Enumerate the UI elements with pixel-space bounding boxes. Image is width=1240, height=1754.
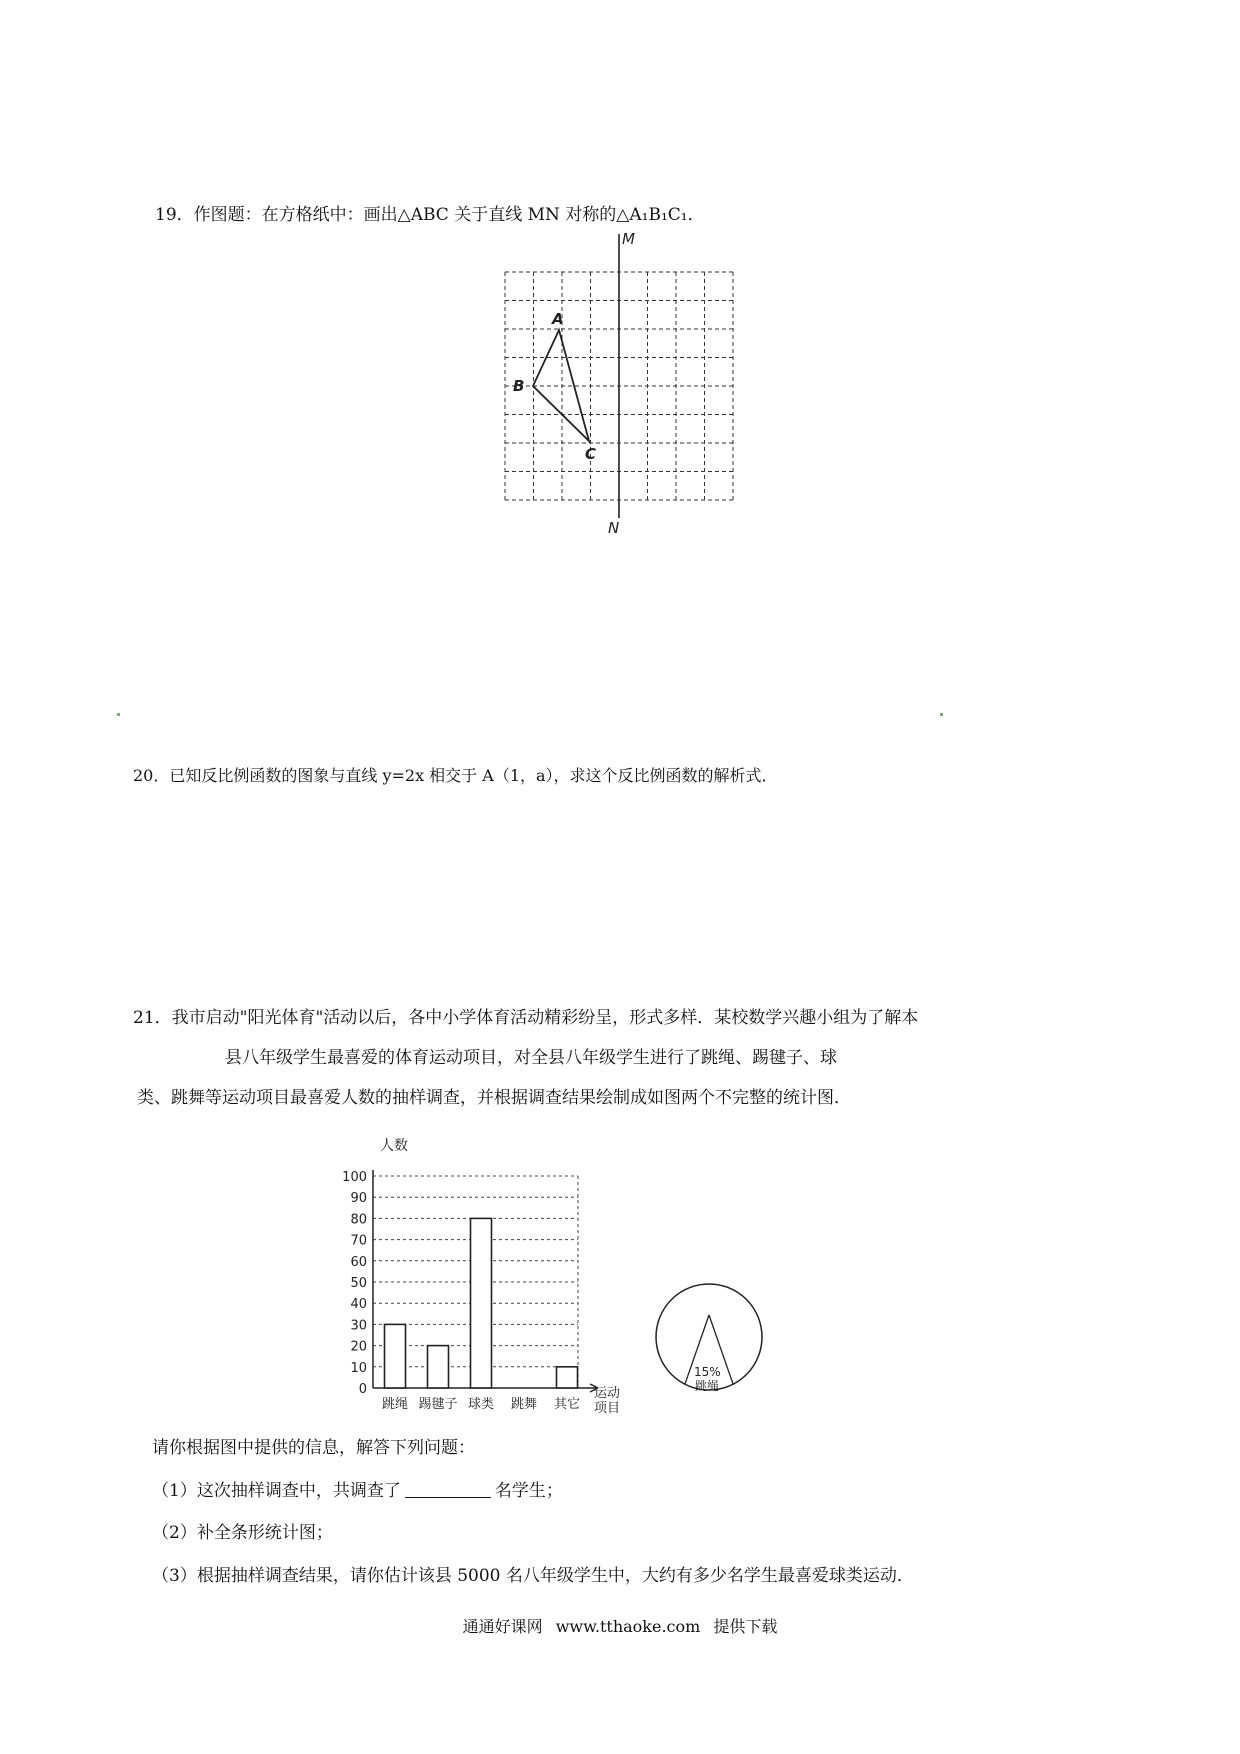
pie-slice-percent: 15% bbox=[694, 1365, 721, 1379]
question-20-text: 20．已知反比例函数的图象与直线 y=2x 相交于 A（1，a），求这个反比例函数的解析式． bbox=[133, 766, 778, 785]
question-21-line-3: 类、跳舞等运动项目最喜爱人数的抽样调查，并根据调查结果绘制成如图两个不完整的统计图． bbox=[137, 1088, 851, 1108]
y-tick-label: 60 bbox=[350, 1254, 367, 1270]
stray-mark-right bbox=[940, 713, 943, 716]
question-21-line-1: 21．我市启动"阳光体育"活动以后，各中小学体育活动精彩纷呈，形式多样．某校数学兴趣小组为了解本 bbox=[133, 1008, 919, 1028]
y-tick-label: 30 bbox=[350, 1318, 367, 1334]
bar-4 bbox=[557, 1367, 578, 1388]
question-19-text: 19．作图题：在方格纸中：画出△ABC 关于直线 MN 对称的△A₁B₁C₁． bbox=[155, 205, 705, 225]
y-tick-label: 10 bbox=[350, 1360, 367, 1376]
y-tick-label: 50 bbox=[350, 1276, 367, 1291]
x-tick-label: 其它 bbox=[553, 1397, 581, 1412]
y-tick-label: 40 bbox=[350, 1297, 367, 1313]
y-tick-label: 20 bbox=[350, 1339, 367, 1355]
x-tick-label: 踢毽子 bbox=[418, 1397, 458, 1412]
y-tick-label: 80 bbox=[350, 1212, 367, 1228]
label-a: A bbox=[552, 310, 564, 328]
x-tick-label: 跳舞 bbox=[510, 1397, 538, 1412]
x-tick-label: 球类 bbox=[467, 1397, 495, 1412]
part-1-before: （1）这次抽样调查中，共调查了 bbox=[152, 1481, 401, 1501]
label-m: M bbox=[622, 230, 635, 248]
pie-slice-label: 跳绳 bbox=[695, 1379, 720, 1393]
label-b: B bbox=[513, 377, 525, 395]
page-footer bbox=[0, 1614, 1240, 1637]
y-tick-label: 90 bbox=[350, 1191, 367, 1207]
question-21-part-2: （2）补全条形统计图； bbox=[152, 1523, 333, 1543]
part-1-after: 名学生； bbox=[494, 1481, 563, 1501]
bar-chart-xlabel-line1: 运动 bbox=[594, 1386, 621, 1401]
bar-chart-ylabel: 人数 bbox=[380, 1138, 408, 1154]
bar-2 bbox=[471, 1218, 492, 1388]
answer-blank[interactable] bbox=[405, 1479, 491, 1498]
y-tick-label: 0 bbox=[358, 1382, 367, 1397]
pie-chart bbox=[652, 1280, 772, 1400]
question-21-part-3: （3）根据抽样调查结果，请你估计该县 5000 名八年级学生中，大约有多少名学生最喜爱球类运动． bbox=[152, 1566, 914, 1586]
question-21-line-2: 县八年级学生最喜爱的体育运动项目，对全县八年级学生进行了跳绳、踢毽子、球 bbox=[225, 1048, 837, 1068]
y-tick-label: 70 bbox=[350, 1233, 367, 1249]
grid-figure bbox=[495, 228, 745, 538]
bar-chart-xlabel-line2: 项目 bbox=[594, 1401, 621, 1416]
footer-suffix: 提供下载 bbox=[713, 1617, 778, 1636]
question-21-part-1 bbox=[152, 1476, 563, 1501]
bar-0 bbox=[385, 1324, 406, 1388]
stray-mark-left bbox=[117, 713, 120, 716]
label-n: N bbox=[608, 519, 620, 537]
footer-site-name: 通通好课网 bbox=[462, 1617, 543, 1636]
y-tick-label: 100 bbox=[342, 1170, 367, 1185]
label-c: C bbox=[585, 445, 597, 463]
bar-1 bbox=[428, 1346, 449, 1388]
question-21-prompt: 请你根据图中提供的信息，解答下列问题： bbox=[152, 1438, 475, 1458]
x-tick-label: 跳绳 bbox=[381, 1397, 409, 1412]
footer-url: www.tthaoke.com bbox=[555, 1617, 701, 1636]
bar-chart bbox=[330, 1138, 630, 1420]
